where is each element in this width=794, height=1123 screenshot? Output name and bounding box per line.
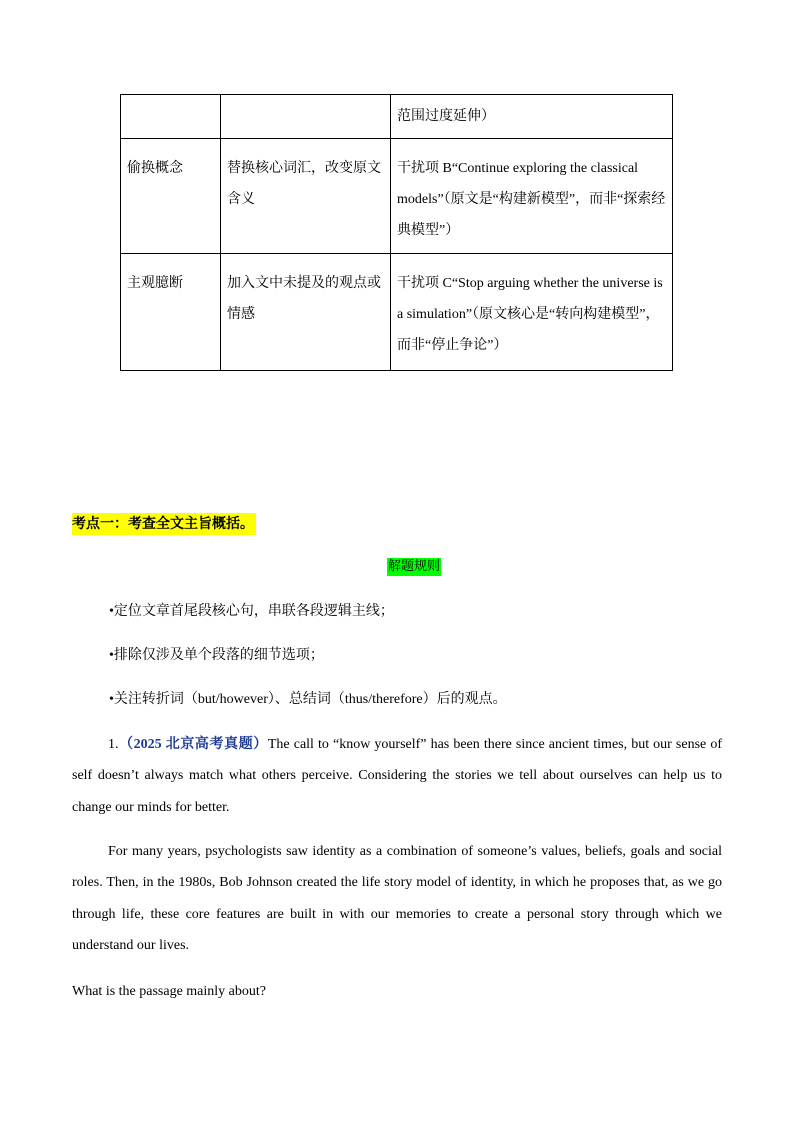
distractor-type-table <box>120 94 673 371</box>
table-cell-feature: 加入文中未提及的观点或情感 <box>221 254 391 371</box>
question-number: 1. <box>108 737 119 752</box>
question-text: The call to “know yourself” has been there since ancient times, but our sense of self doesn’t always match what others perceive. Considering the stories we tell about ourselves can help us to change our minds for better. <box>72 737 722 815</box>
table-cell-example: 干扰项 B“Continue exploring the classical models”（原文是“构建新模型”，而非“探索经典模型”） <box>391 139 673 254</box>
rules-label: 解题规则 <box>388 559 441 574</box>
rule-bullet: •关注转折词（but/however）、总结词（thus/therefore）后的观点。 <box>109 692 507 707</box>
section-heading: 考点一：考查全文主旨概括。 <box>72 513 256 535</box>
question-paragraph-2: For many years, psychologists saw identity as a combination of someone’s values, beliefs, goals and social roles. Then, in the 1980s, Bob Johnson created the life story model of identity, in which he proposes that, as we go through life, these core features are built in with our memories to create a personal story through which we understand our lives. <box>72 844 722 953</box>
table-row <box>121 95 673 139</box>
question-prompt: What is the passage mainly about? <box>72 984 266 999</box>
table-cell-feature <box>221 95 391 139</box>
question-source: （2025 北京高考真题） <box>118 737 268 752</box>
table-cell-example: 干扰项 C“Stop arguing whether the universe is a simulation”（原文核心是“转向构建模型”，而非“停止争论”） <box>391 254 673 371</box>
table-cell-type <box>121 95 221 139</box>
table-row <box>121 254 673 371</box>
table-cell-feature: 替换核心词汇，改变原文含义 <box>221 139 391 254</box>
table-cell-type: 主观臆断 <box>121 254 221 371</box>
table-cell-example: 范围过度延伸） <box>391 95 673 139</box>
question-paragraph-1 <box>72 729 722 823</box>
table-cell-type: 偷换概念 <box>121 139 221 254</box>
rule-bullet: •定位文章首尾段核心句，串联各段逻辑主线； <box>109 604 394 619</box>
rule-bullet: •排除仅涉及单个段落的细节选项； <box>109 648 324 663</box>
table-row <box>121 139 673 254</box>
